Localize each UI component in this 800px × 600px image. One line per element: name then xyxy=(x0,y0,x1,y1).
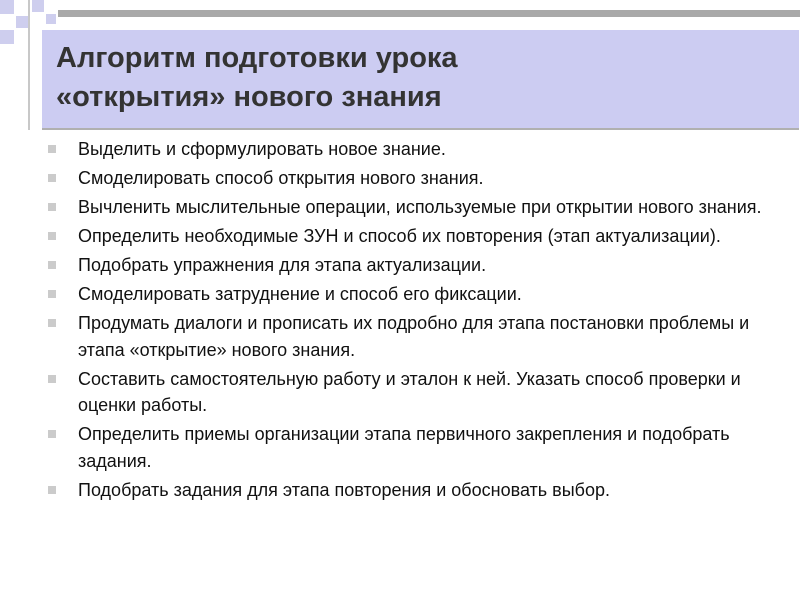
list-item xyxy=(40,421,790,474)
list-item-text: Вычленить мыслительные операции, используемые при открытии нового знания. xyxy=(78,197,762,217)
square-bullet-icon xyxy=(48,174,56,182)
list-item-text: Выделить и сформулировать новое знание. xyxy=(78,139,446,159)
square-bullet-icon xyxy=(48,232,56,240)
square-bullet-icon xyxy=(48,261,56,269)
list-item-text: Подобрать упражнения для этапа актуализации. xyxy=(78,255,487,275)
decorative-square xyxy=(32,0,44,12)
list-item-text: Продумать диалоги и прописать их подробно для этапа постановки проблемы и этапа «открытие» нового знания. xyxy=(78,313,750,360)
slide-title-line-2: «открытия» нового знания xyxy=(56,81,442,113)
list-item-text: Определить необходимые ЗУН и способ их повторения (этап актуализации). xyxy=(78,226,721,246)
list-item xyxy=(40,136,790,163)
list-item-text: Определить приемы организации этапа первичного закрепления и подобрать задания. xyxy=(78,424,730,471)
list-item xyxy=(40,223,790,250)
list-item-text: Смоделировать затруднение и способ его фиксации. xyxy=(78,284,522,304)
title-box xyxy=(42,30,799,128)
decorative-square xyxy=(0,0,14,14)
decorative-square xyxy=(16,16,28,28)
square-bullet-icon xyxy=(48,145,56,153)
list-item xyxy=(40,366,790,419)
square-bullet-icon xyxy=(48,430,56,438)
title-underline xyxy=(42,128,799,130)
slide-title-line-1: Алгоритм подготовки урока xyxy=(56,42,458,74)
square-bullet-icon xyxy=(48,203,56,211)
list-item-text: Составить самостоятельную работу и эталон к ней. Указать способ проверки и оценки работы. xyxy=(78,368,741,415)
decorative-vertical-rule xyxy=(28,0,30,130)
square-bullet-icon xyxy=(48,375,56,383)
list-item xyxy=(40,194,790,221)
decorative-square xyxy=(46,14,56,24)
list-item xyxy=(40,310,790,363)
list-item-text: Смоделировать способ открытия нового знания. xyxy=(78,168,484,188)
square-bullet-icon xyxy=(48,486,56,494)
algorithm-steps-list xyxy=(40,136,790,506)
list-item xyxy=(40,252,790,279)
list-item-text: Подобрать задания для этапа повторения и обосновать выбор. xyxy=(78,479,611,500)
decorative-square xyxy=(0,30,14,44)
square-bullet-icon xyxy=(48,319,56,327)
list-item xyxy=(40,165,790,192)
decorative-top-rule xyxy=(58,10,800,17)
list-item xyxy=(40,477,790,504)
square-bullet-icon xyxy=(48,290,56,298)
list-item xyxy=(40,281,790,308)
